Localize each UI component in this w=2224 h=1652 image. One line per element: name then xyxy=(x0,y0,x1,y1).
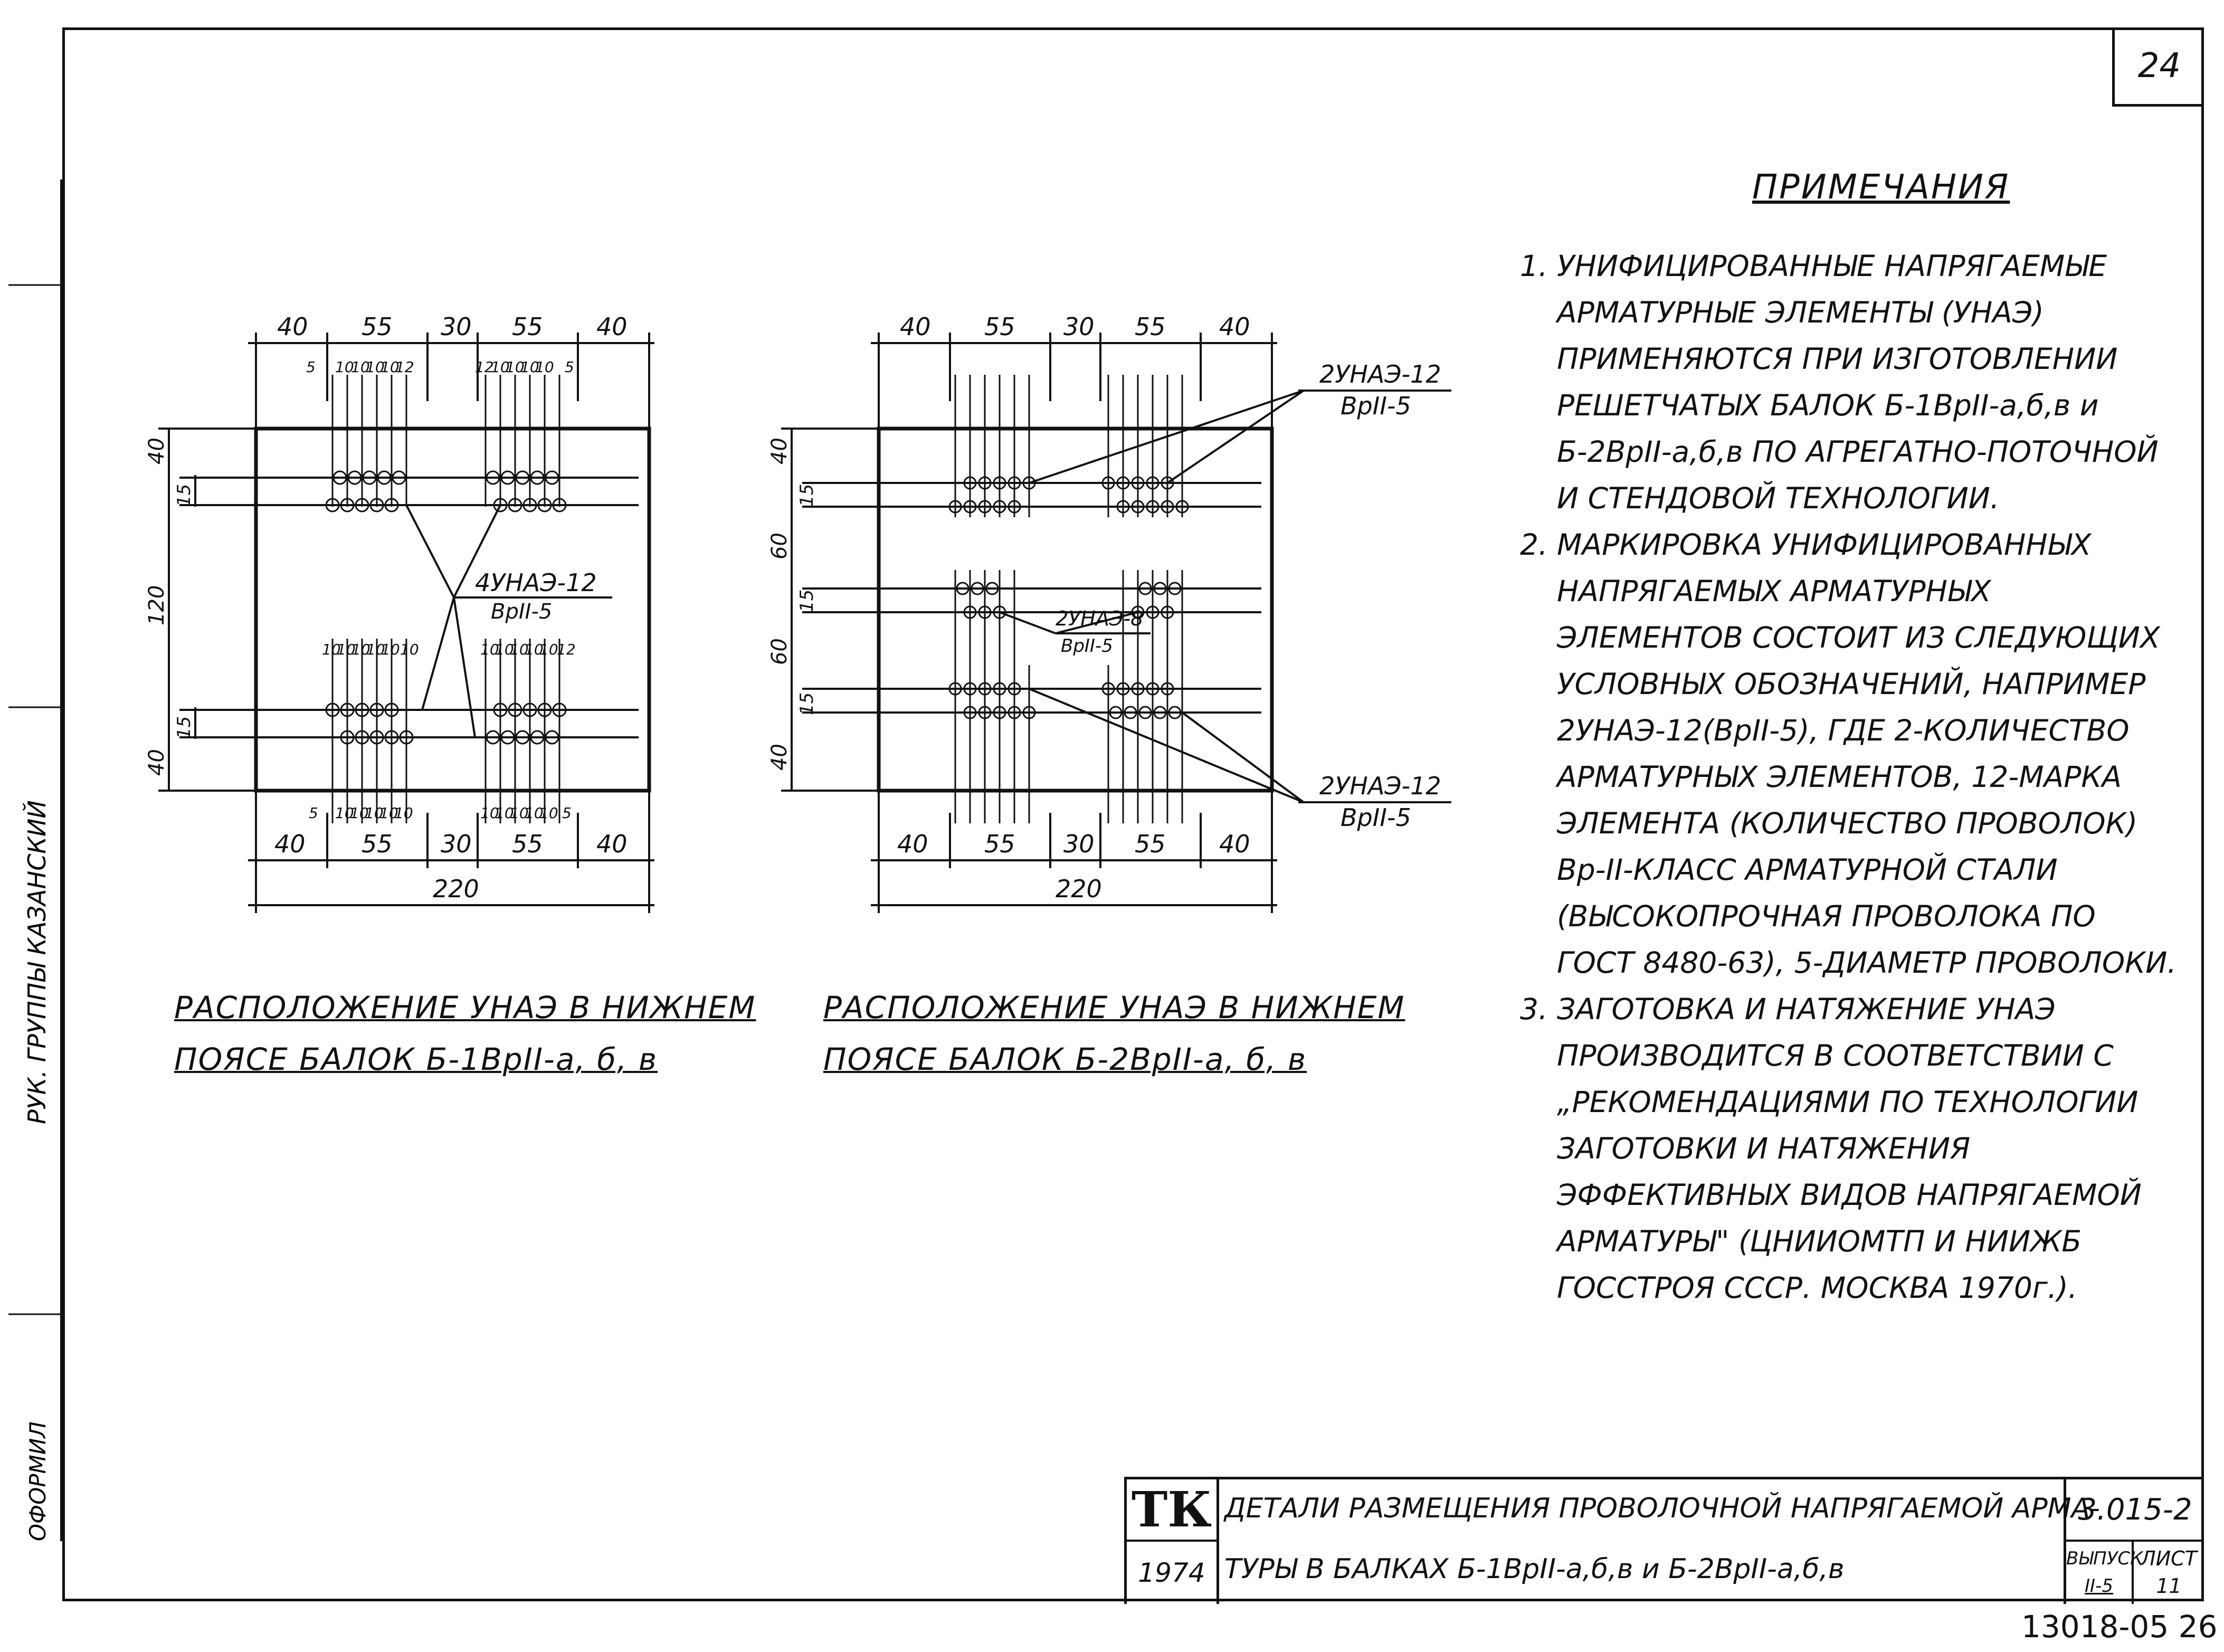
d1-small-bot-7: 10 xyxy=(480,804,499,822)
d2-label-mid-sub: ВрII-5 xyxy=(1061,635,1113,657)
note-2 xyxy=(1520,521,2180,986)
d1-small-bot-4: 10 xyxy=(365,804,384,822)
d1-small-mid-3: 10 xyxy=(351,641,370,658)
drawing-1 xyxy=(145,296,702,929)
notes-list xyxy=(1520,243,2180,1311)
d2-bottom-dim-4: 55 xyxy=(1135,830,1166,858)
d2-left-dim-7: 40 xyxy=(767,744,792,771)
title-block-issue xyxy=(2064,1542,2143,1604)
note-1-number: 1. xyxy=(1520,249,1548,283)
d1-small-mid-11: 10 xyxy=(539,641,558,658)
d1-left-dim-2: 15 xyxy=(174,483,195,507)
d2-total-dim: 220 xyxy=(1056,875,1102,903)
d2-top-dim-5: 40 xyxy=(1219,312,1250,341)
caption-drawing-2 xyxy=(823,982,1405,1085)
issue-label: ВЫПУСК xyxy=(2066,1548,2143,1569)
d1-small-top-1: 5 xyxy=(306,358,316,376)
note-3-text: ЗАГОТОВКА И НАТЯЖЕНИЕ УНАЭ ПРОИЗВОДИТСЯ В СООТВЕТСТВИИ С „РЕКОМЕНДАЦИЯМИ ПО ТЕХНОЛОГИИ ЗАГОТОВКИ И НАТЯЖЕНИЯ ЭФФЕКТИВНЫХ ВИДОВ НАПРЯГАЕМОЙ АРМАТУРЫ" (ЦНИИОМТП И НИИЖБ ГОССТРОЯ СССР. МОСКВА 1970г.). xyxy=(1557,992,2142,1305)
d1-small-top-5: 10 xyxy=(381,358,400,376)
d1-small-mid-1: 10 xyxy=(322,641,341,658)
d1-small-top-7: 12 xyxy=(475,358,494,376)
d1-small-top-4: 10 xyxy=(366,358,385,376)
d1-top-dim-4: 55 xyxy=(512,312,543,341)
sheet-label: ЛИСТ xyxy=(2141,1547,2197,1570)
d2-bottom-dim-1: 40 xyxy=(897,830,928,858)
d2-left-dim-1: 40 xyxy=(767,438,792,464)
title-block-code: 3.015-2 xyxy=(2064,1479,2204,1542)
d1-small-bot-5: 10 xyxy=(379,804,398,822)
title-block-title-2: ТУРЫ В БАЛКАХ Б-1ВрII-а,б,в и Б-2ВрII-а,б,в xyxy=(1224,1553,1845,1585)
d1-small-bot-6: 10 xyxy=(394,804,413,822)
caption-1-line-2: ПОЯСЕ БАЛОК Б-1ВрII-а, б, в xyxy=(174,1041,658,1077)
d2-left-dim-2: 15 xyxy=(796,483,818,507)
d1-small-mid-7: 10 xyxy=(480,641,499,658)
d1-label-main: 4УНАЭ-12 xyxy=(475,568,597,597)
d1-small-bot-12: 5 xyxy=(562,804,572,822)
d1-small-bot-2: 10 xyxy=(335,804,354,822)
d1-top-dim-2: 55 xyxy=(362,312,393,341)
note-3 xyxy=(1520,986,2180,1311)
d1-small-top-2: 10 xyxy=(335,358,354,376)
d1-bottom-dim-4: 55 xyxy=(512,830,543,858)
d1-left-dim-5: 40 xyxy=(145,749,169,776)
d1-top-dim-5: 40 xyxy=(596,312,628,341)
d2-left-dim-6: 15 xyxy=(796,692,818,715)
d1-small-top-8: 10 xyxy=(491,358,510,376)
note-3-number: 3. xyxy=(1520,992,1548,1026)
sheet-value: 11 xyxy=(2156,1574,2182,1598)
d2-left-dim-4: 15 xyxy=(796,589,818,612)
d1-top-dim-1: 40 xyxy=(277,312,308,341)
title-block-logo: ТК xyxy=(1124,1479,1219,1542)
d1-small-bot-3: 10 xyxy=(350,804,369,822)
d1-small-top-11: 10 xyxy=(535,358,554,376)
d1-small-top-9: 10 xyxy=(506,358,525,376)
note-1 xyxy=(1520,243,2180,521)
d2-label-mid-main: 2УНАЭ-8 xyxy=(1056,607,1144,630)
d1-small-bot-11: 10 xyxy=(539,804,558,822)
side-text-head: РУК. ГРУППЫ КАЗАНСКИЙ xyxy=(23,800,51,1124)
d1-bottom-dim-3: 30 xyxy=(441,830,472,858)
d1-label-sub: ВрII-5 xyxy=(491,600,553,624)
d2-left-dim-3: 60 xyxy=(767,533,792,559)
d1-small-bot-8: 10 xyxy=(495,804,514,822)
d2-label-top-sub: ВрII-5 xyxy=(1341,392,1411,420)
title-block xyxy=(1124,1477,2204,1604)
side-text-drafter: ОФОРМИЛ xyxy=(25,1421,51,1541)
d2-label-bot-sub: ВрII-5 xyxy=(1341,803,1411,832)
d2-top-dim-2: 55 xyxy=(984,312,1015,341)
title-block-sheet xyxy=(2134,1542,2204,1604)
d1-small-mid-5: 10 xyxy=(381,641,400,658)
d2-top-dim-4: 55 xyxy=(1135,312,1166,341)
d1-small-top-3: 10 xyxy=(351,358,370,376)
issue-value: II-5 xyxy=(2085,1575,2113,1597)
d2-bottom-dim-5: 40 xyxy=(1219,830,1250,858)
d2-bottom-dim-3: 30 xyxy=(1063,830,1095,858)
d1-small-mid-10: 10 xyxy=(525,641,544,658)
d2-left-dim-5: 60 xyxy=(767,638,792,665)
d1-small-top-6: 12 xyxy=(395,358,414,376)
d1-left-dim-1: 40 xyxy=(145,438,169,464)
note-2-number: 2. xyxy=(1520,528,1548,562)
notes-title: ПРИМЕЧАНИЯ xyxy=(1752,168,2010,207)
caption-drawing-1 xyxy=(174,982,756,1085)
d1-bottom-dim-2: 55 xyxy=(362,830,393,858)
note-1-text: УНИФИЦИРОВАННЫЕ НАПРЯГАЕМЫЕ АРМАТУРНЫЕ ЭЛЕМЕНТЫ (УНАЭ) ПРИМЕНЯЮТСЯ ПРИ ИЗГОТОВЛЕНИИ РЕШЕТЧАТЫХ БАЛОК Б-1ВрII-а,б,в и Б-2ВрII-а,б,в ПО АГРЕГАТНО-ПОТОЧНОЙ И СТЕНДОВОЙ ТЕХНОЛОГИИ. xyxy=(1557,249,2159,515)
d1-small-bot-1: 5 xyxy=(309,804,318,822)
d1-top-dim-3: 30 xyxy=(441,312,472,341)
d1-small-mid-8: 10 xyxy=(495,641,514,658)
d2-label-top-main: 2УНАЭ-12 xyxy=(1319,360,1441,388)
d2-top-dim-3: 30 xyxy=(1063,312,1095,341)
d1-small-mid-9: 10 xyxy=(510,641,529,658)
d2-label-bot-main: 2УНАЭ-12 xyxy=(1319,772,1441,800)
d2-bottom-dim-2: 55 xyxy=(984,830,1015,858)
d1-bottom-dim-1: 40 xyxy=(274,830,306,858)
d1-small-bot-10: 10 xyxy=(525,804,544,822)
d1-bottom-dim-5: 40 xyxy=(596,830,628,858)
page-number: 24 xyxy=(2112,27,2204,107)
d1-total-dim: 220 xyxy=(433,875,479,903)
title-block-year: 1974 xyxy=(1124,1542,1219,1604)
side-strip xyxy=(8,179,66,1541)
d1-small-mid-6: 10 xyxy=(400,641,419,658)
drawing-2 xyxy=(767,296,1499,929)
d1-small-bot-9: 10 xyxy=(510,804,529,822)
d1-small-mid-4: 10 xyxy=(366,641,385,658)
d1-left-dim-4: 15 xyxy=(174,716,195,739)
note-2-text: МАРКИРОВКА УНИФИЦИРОВАННЫХ НАПРЯГАЕМЫХ АРМАТУРНЫХ ЭЛЕМЕНТОВ СОСТОИТ ИЗ СЛЕДУЮЩИХ УСЛОВНЫХ ОБОЗНАЧЕНИЙ, НАПРИМЕР 2УНАЭ-12(ВрII-5), ГДЕ 2-КОЛИЧЕСТВО АРМАТУРНЫХ ЭЛЕМЕНТОВ, 12-МАРКА ЭЛЕМЕНТА (КОЛИЧЕСТВО ПРОВОЛОК) Вр-II-КЛАСС АРМАТУРНОЙ СТАЛИ (ВЫСОКОПРОЧНАЯ ПРОВОЛОКА ПО ГОСТ 8480-63), 5-ДИАМЕТР ПРОВОЛОКИ. xyxy=(1557,528,2177,980)
d1-left-dim-3: 120 xyxy=(145,585,169,625)
archive-stamp: 13018-05 26 xyxy=(2021,1609,2218,1645)
caption-1-line-1: РАСПОЛОЖЕНИЕ УНАЭ В НИЖНЕМ xyxy=(174,990,756,1026)
d2-top-dim-1: 40 xyxy=(900,312,931,341)
caption-2-line-2: ПОЯСЕ БАЛОК Б-2ВрII-а, б, в xyxy=(823,1041,1307,1077)
title-block-title-1: ДЕТАЛИ РАЗМЕЩЕНИЯ ПРОВОЛОЧНОЙ НАПРЯГАЕМОЙ АРМА- xyxy=(1224,1493,2100,1524)
d1-small-mid-2: 10 xyxy=(337,641,356,658)
d1-small-top-10: 10 xyxy=(520,358,539,376)
d1-small-top-12: 5 xyxy=(565,358,574,376)
caption-2-line-1: РАСПОЛОЖЕНИЕ УНАЭ В НИЖНЕМ xyxy=(823,990,1405,1026)
d1-small-mid-12: 12 xyxy=(557,641,576,658)
